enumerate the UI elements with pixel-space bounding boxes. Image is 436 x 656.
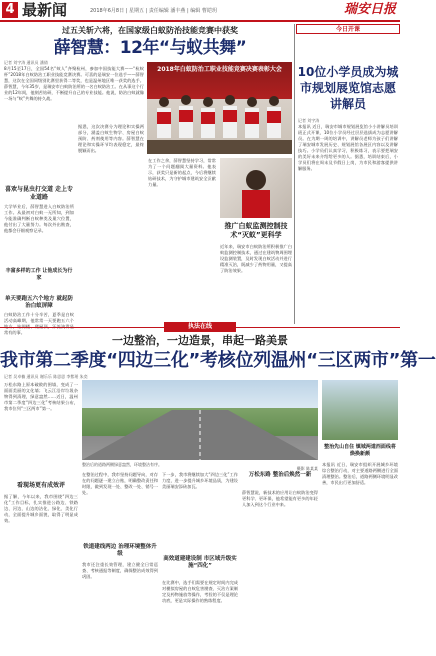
bottom-story-byline: 记者 吴卓楠 通讯员 谢乐乐 陈思思 李紫瑶 朱奕 — [4, 374, 88, 379]
bottom-body-2: 据了解，今年以来，我市围绕“四边三化”工作目标，扎实推进公路边、铁路边、河边、山边的洁化、绿化、美化行动，全面提升城乡面貌，取得了明显成效。 — [4, 494, 78, 523]
side-story-title: 10位小学员成为城市规划展览馆志愿讲解员 — [297, 65, 399, 111]
bottom-subtitle-3: 高效道建建设制 市区域升级实 施“四化” — [163, 556, 237, 569]
top-story-body-2: 据悉，这次决赛分为理论和实操两部分，涵盖白蚁生物学、房屋白蚁预防、药剂使用等内容。薛智慧在理论和实操环节均表现稳定，最终脱颖而出。 — [78, 124, 144, 153]
left-subtitle-3: 单天要跑五六个地方 就起防治白蚁屏障 — [5, 296, 73, 309]
bottom-subtitle-1: 看现场更有成效评 — [16, 482, 65, 489]
bottom-subtitle-2: 铁道建线两边 治理环境整体升级 — [83, 544, 157, 557]
newspaper-logo: 瑞安日报 — [343, 2, 396, 17]
right-body: 本报讯 近日，瑞安市组织开展城乡环境综合整治行动，对主要道路两侧进行全面清理整治。整治后，道路两侧环境明显改善，市民出行更加舒适。 — [322, 462, 398, 485]
top-story-subtitle: 推广白蚁监测控制技术“灭蚁”更科学 — [224, 222, 288, 239]
bottom-body-3: 在整治过程中，我市坚持问题导向，对存在的问题逐一建立台账，明确整改责任和时限，做到发现一处、整改一处、销号一处。 — [82, 472, 158, 495]
top-story-byline: 记者 刘宇涛 通讯员 潘倩 — [4, 60, 48, 65]
issue-meta: 2018年6月8日 | 星期五 | 责任编辑 潘丰燕 | 编辑 曹皑玥 — [90, 8, 217, 14]
road-photo-caption: 整治后的道路两侧绿意盎然，环境整洁有序。 — [82, 462, 162, 467]
page-number: 4 — [2, 2, 18, 18]
top-story-body-5: 近年来，瑞安市白蚁防治所积极推广白蚁监测控制技术，通过在建筑物周围埋设监测装置，及时发现白蚁活动并进行精准灭治，既减少了药物用量，又提高了防治效果。 — [220, 244, 292, 273]
bottom-body-4: 我市还注重长效管理，建立健全日常巡查、考核通报等制度，确保整治成效得到巩固。 — [82, 562, 158, 579]
award-people-illustration — [147, 62, 292, 154]
bottom-body-1: 万松东路上原本破败的围墙，变成了一面面美丽的文化墙；飞云江沿岸垃圾杂物得到清理，绿意盎然……近日，温州市第二季度“四边三化”考核结果公布，我市位列“三区两市”第一。 — [4, 382, 78, 411]
side-story-byline: 记者 刘宇涛 — [298, 118, 320, 123]
top-story-body-4: 在比赛中，选手们需要在规定时间内完成对模拟房屋的白蚁危害勘查、灭治方案制定及药物施放等操作，考验的不仅是理论功底，更是实际操作的熟练程度。 — [162, 580, 238, 603]
top-story-body-1: 8月15至17日，全国54名“蚁人”齐聚杭州，参加中国技能大赛——“杭蚁杯”2018年白蚁防治工职业技能竞赛决赛。可喜的是瑞安一位选手——薛智慧，这次在全国同级别比赛里获得二等奖，也是温州地区唯一获奖的选手。薛智慧，今年35岁，是瑞安市白蚁防治所的一名白蚁防治工。在从事这个行业的12年间，他刻苦钻研，不断提升自己的专业技能。他说，防治白蚁就像一场与“蚁”共舞的持久战。 — [4, 66, 144, 101]
bottom-story-title: 我市第二季度“四边三化”考核位列温州“三区两市”第一 — [0, 350, 436, 371]
section-title: 最新闻 — [22, 1, 68, 19]
left-subtitle-2: 丰富多样的工作 让他成长为行家 — [5, 268, 73, 281]
photo-banner-text: 2018年白蚁防治工职业技能竞赛决赛表彰大会 — [157, 66, 282, 73]
page-header — [0, 0, 400, 22]
left-body-1: 大学毕业后，薛智慧进入白蚁防治所工作。从最初对白蚁一无所知，到如今能准确判断白蚁种类及巢穴位置，他付出了大量努力。每次外出勘查，他都会仔细观察记录。 — [4, 204, 74, 233]
left-subtitle-1: 喜欢与昆虫打交道 走上专业道路 — [4, 186, 74, 201]
left-body-2: 白蚁防治工作十分辛苦，夏季是白蚁活动高峰期，他常常一天要跑五六个 常有的事。 — [4, 312, 74, 335]
top-story-kicker: 过五关斩六将，在国家级白蚁防治技能竞赛中获奖 — [62, 26, 238, 35]
right-subtitle: 整治先山自住 镇城两道西面线将焕换新颜 — [324, 444, 396, 457]
side-story-body: 本报讯 近日，瑞安市城市规划展览馆小小讲解员培训班正式开课，10位小学员经过层层选拔成为志愿讲解员。在为期一周的培训中，讲解员老师为孩子们讲解了瑞安城市发展历史、规划展馆各展区内容以及讲解技巧。小学员们认真学习，积极练习，表示要把瑞安的美好未来介绍给更多的人。据悉，培训结束后，小学员们将在周末及节假日上岗，为市民和游客提供讲解服务。 — [298, 124, 398, 171]
top-story-body-3: 在工作之余，薛智慧坚持学习，常常为了一个问题翻阅大量资料。他表示，获奖只是新的起点，今后将继续钻研技术，为守护城市建筑安全贡献力量。 — [148, 158, 216, 187]
bottom-body-5: 下一步，我市将继续加大“四边三化”工作力度，进一步提升城乡环境品质，为建设美丽瑞安添砖加瓦。 — [162, 472, 238, 489]
worker-portrait-photo — [220, 158, 292, 218]
bottom-section-tag: 执法在线 — [164, 322, 236, 332]
road-illustration — [82, 380, 318, 460]
top-story-title: 薛智慧：12年“与蚁共舞” — [53, 38, 247, 58]
worker-illustration — [220, 158, 292, 218]
column-divider — [294, 24, 295, 324]
side-story-tag: 今日开课 — [296, 24, 400, 34]
award-ceremony-photo — [147, 62, 292, 154]
town-photo — [322, 380, 398, 440]
bottom-subtitle-4: 万松东路 整治后焕然一新 — [248, 472, 312, 478]
top-story-body-6: 薛智慧说，新技术的应用让白蚁防治变得更科学、更环保，他希望能有更多的年轻人加入到这个行业中来。 — [242, 490, 318, 507]
bottom-story-kicker: 一边整治，一边造景，串起一路美景 — [112, 334, 288, 347]
road-aerial-photo — [82, 380, 318, 460]
photo-credit: 摄影 陈某某 — [296, 466, 318, 471]
